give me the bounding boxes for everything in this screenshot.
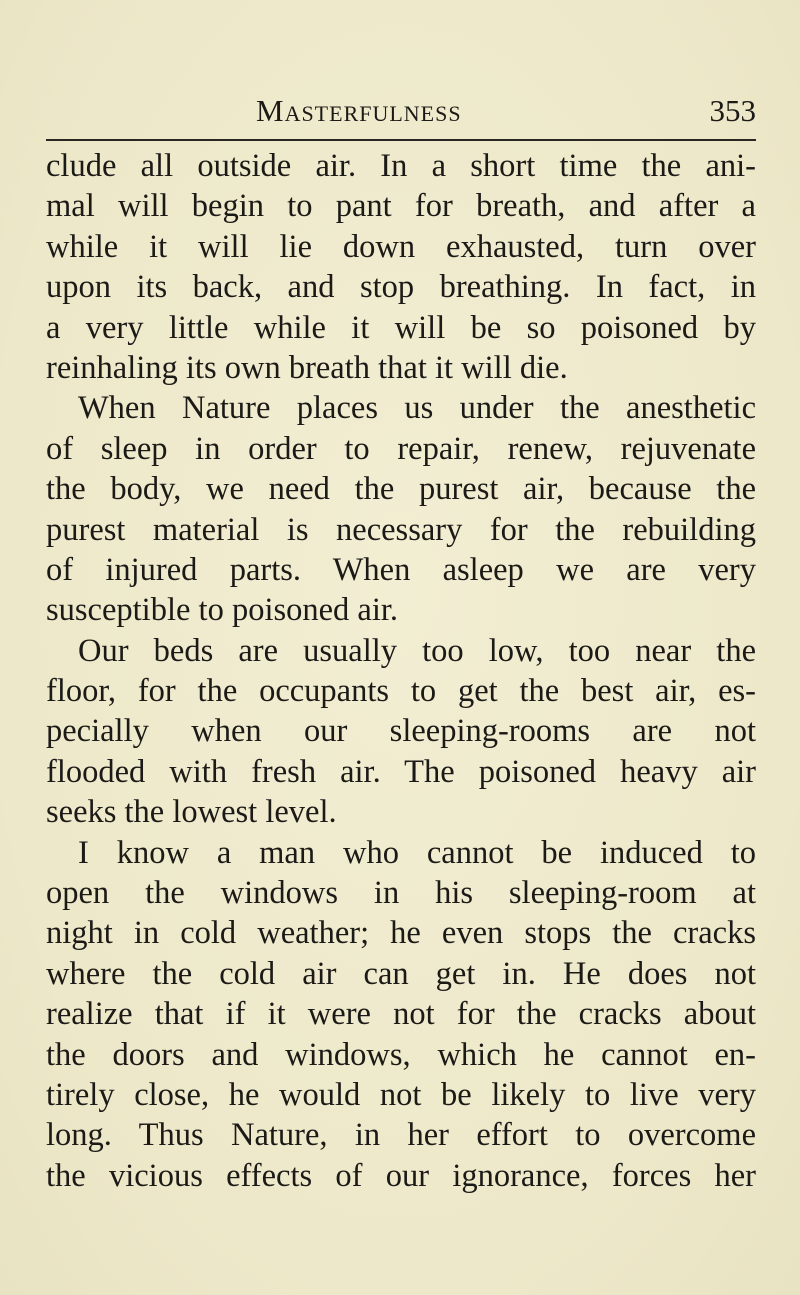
text-line: the doors and windows, which he cannot en- bbox=[46, 1036, 756, 1073]
text-line: of injured parts. When asleep we are very bbox=[46, 551, 756, 588]
text-line: reinhaling its own breath that it will die. bbox=[46, 349, 568, 386]
header-rule bbox=[46, 139, 756, 141]
text-line: When Nature places us under the anesthetic bbox=[78, 390, 756, 427]
text-line: seeks the lowest level. bbox=[46, 794, 337, 831]
text-line: the vicious effects of our ignorance, forces her bbox=[46, 1157, 756, 1194]
text-line: a very little while it will be so poisoned by bbox=[46, 309, 756, 346]
text-line: realize that if it were not for the cracks about bbox=[46, 996, 756, 1033]
text-line: of sleep in order to repair, renew, rejuvenate bbox=[46, 430, 756, 467]
text-line: long. Thus Nature, in her effort to overcome bbox=[46, 1117, 756, 1154]
text-line: open the windows in his sleeping-room at bbox=[46, 875, 756, 912]
text-line: mal will begin to pant for breath, and after a bbox=[46, 188, 756, 225]
text-line: upon its back, and stop breathing. In fact, in bbox=[46, 269, 756, 306]
text-line: purest material is necessary for the rebuilding bbox=[46, 511, 756, 548]
text-line: tirely close, he would not be likely to live very bbox=[46, 1076, 756, 1113]
running-head bbox=[46, 93, 756, 127]
body-text bbox=[46, 146, 756, 1196]
text-line: susceptible to poisoned air. bbox=[46, 592, 399, 629]
text-line: the body, we need the purest air, because the bbox=[46, 471, 756, 508]
text-line: flooded with fresh air. The poisoned heavy air bbox=[46, 753, 756, 790]
text-line: floor, for the occupants to get the best air, es- bbox=[46, 673, 756, 710]
running-title: Masterfulness bbox=[256, 93, 462, 128]
text-line: pecially when our sleeping-rooms are not bbox=[46, 713, 756, 750]
text-line: night in cold weather; he even stops the cracks bbox=[46, 915, 756, 952]
text-line: while it will lie down exhausted, turn over bbox=[46, 228, 756, 265]
text-line: clude all outside air. In a short time the ani- bbox=[46, 148, 756, 184]
page-number: 353 bbox=[709, 93, 756, 128]
text-line: Our beds are usually too low, too near the bbox=[78, 632, 756, 669]
text-line: I know a man who cannot be induced to bbox=[78, 834, 756, 871]
text-line: where the cold air can get in. He does not bbox=[46, 955, 756, 992]
